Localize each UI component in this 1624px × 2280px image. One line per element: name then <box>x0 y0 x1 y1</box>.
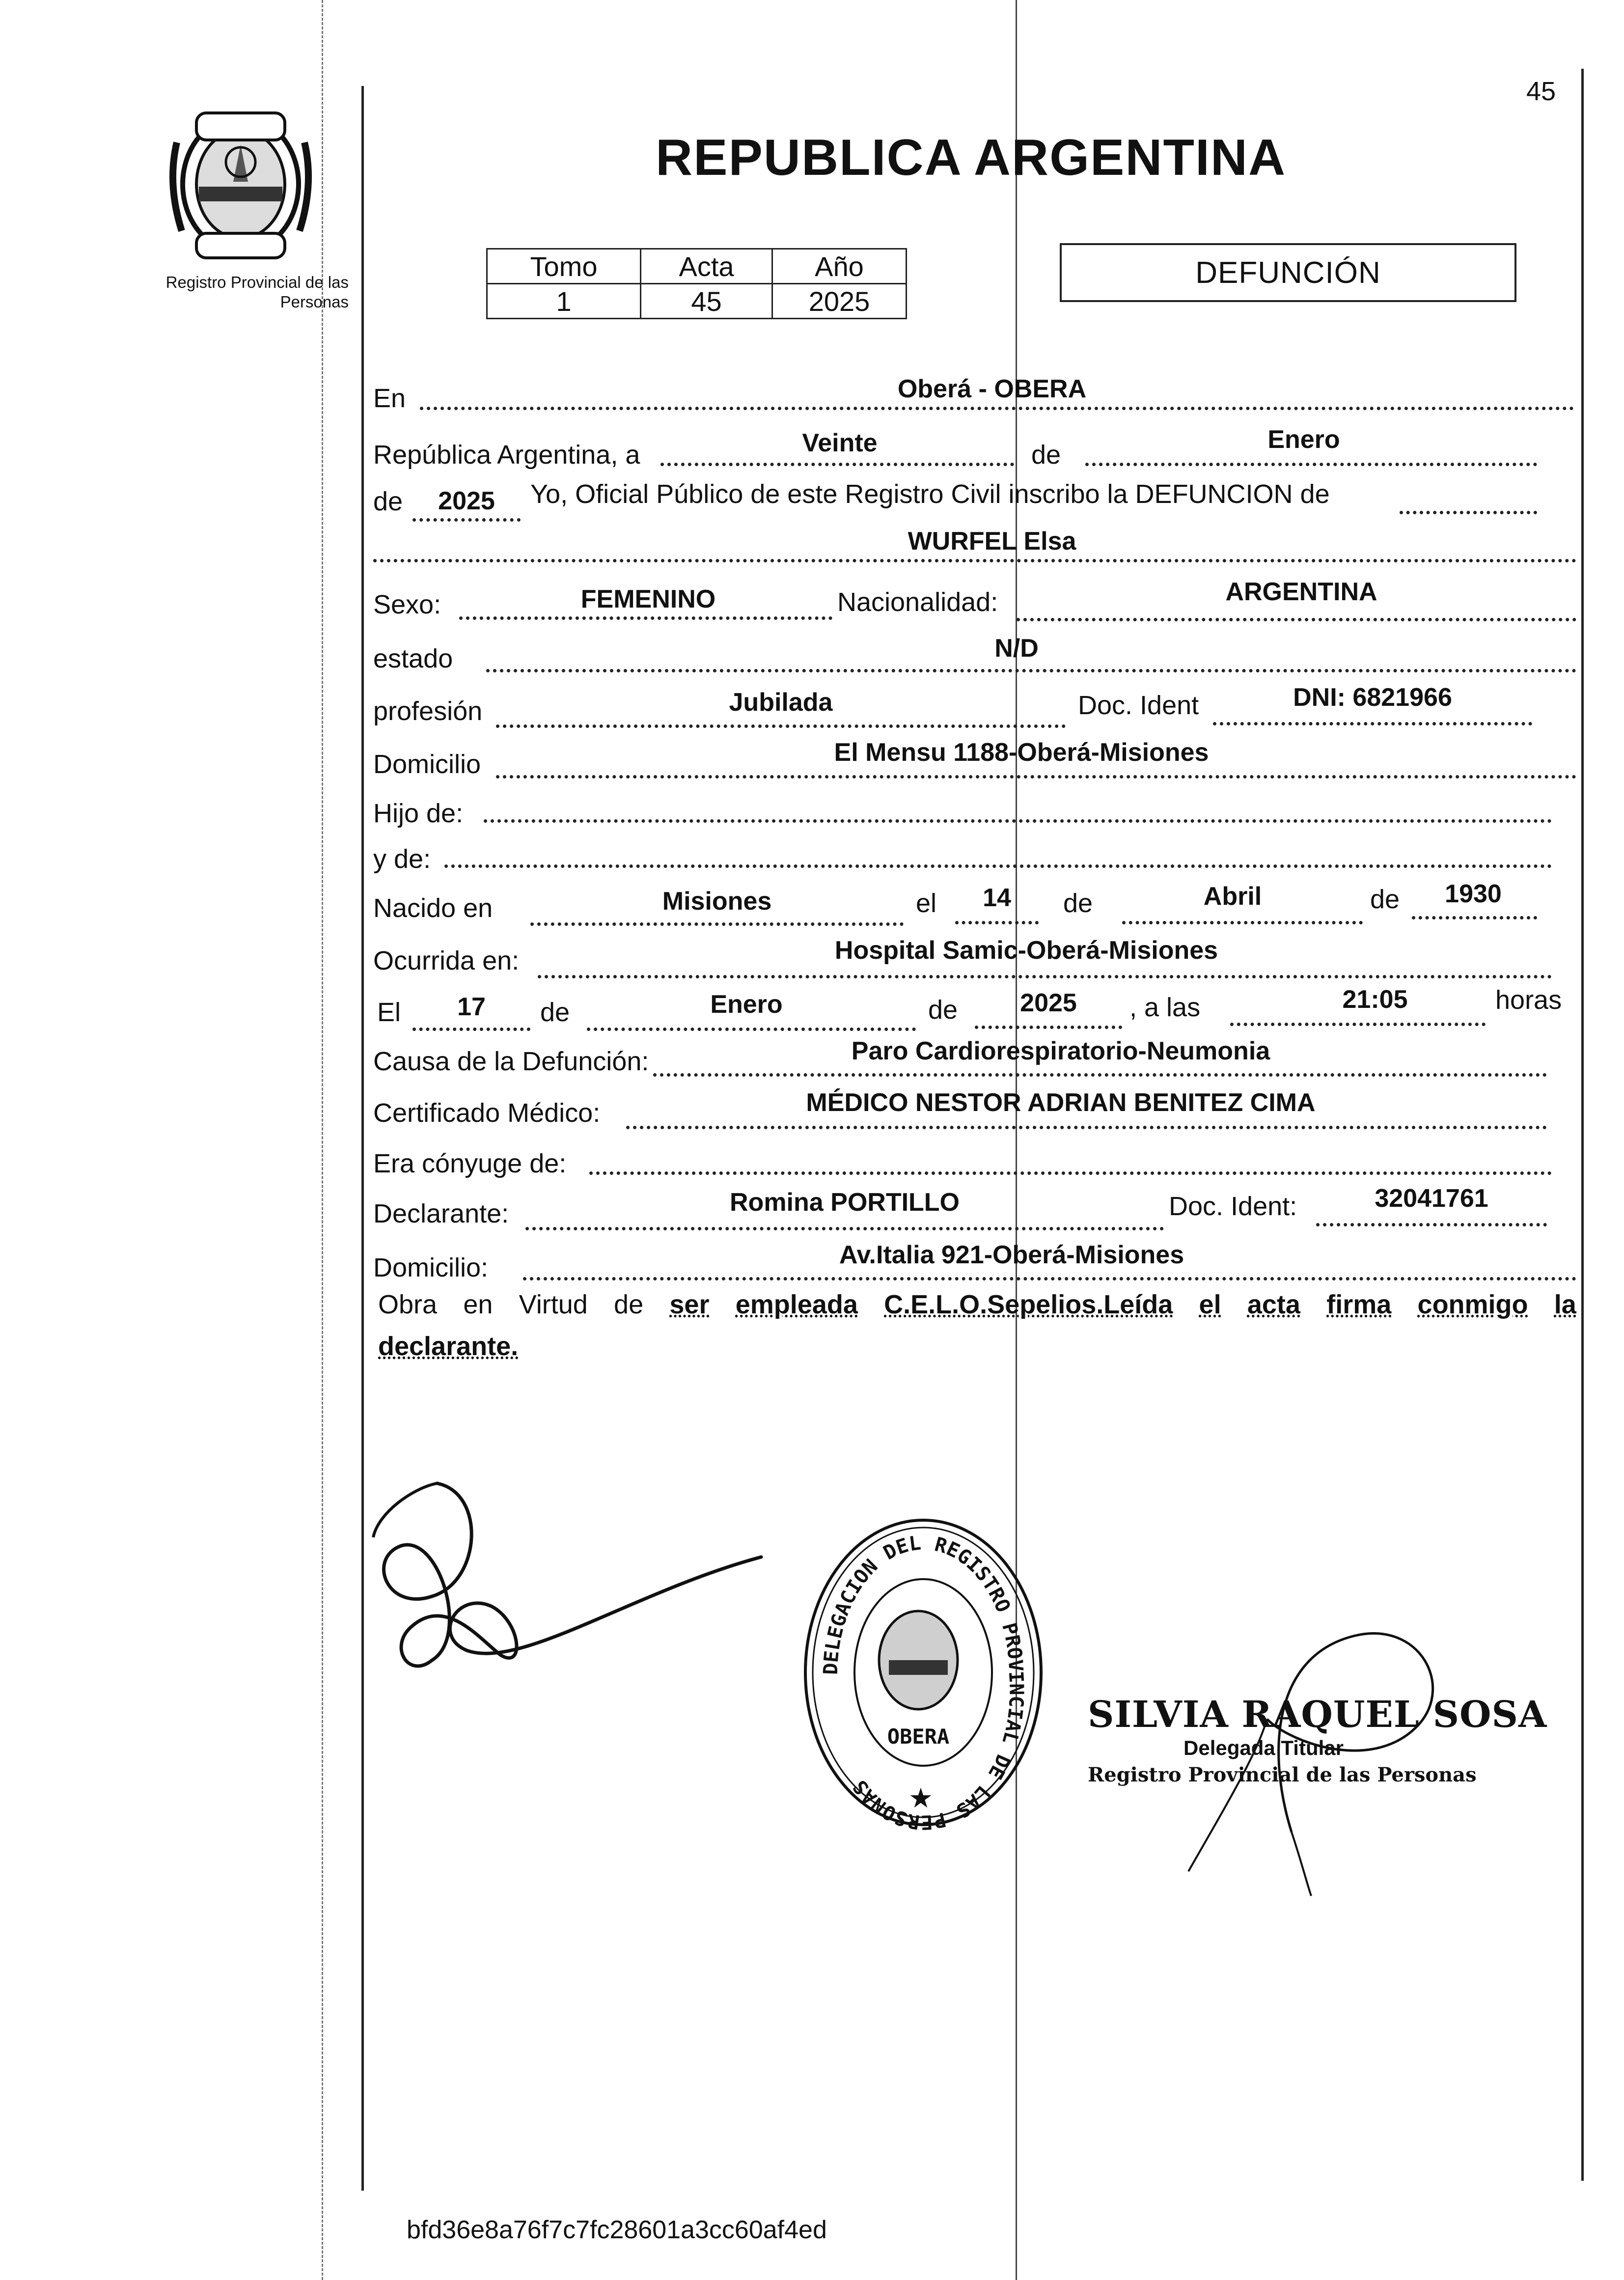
signatory-name: SILVIA RAQUEL SOSA <box>1088 1694 1547 1736</box>
domicilio2-label: Domicilio: <box>373 1253 489 1282</box>
en-value: Oberá - OBERA <box>897 375 1087 403</box>
certificado-value: MÉDICO NESTOR ADRIAN BENITEZ CIMA <box>806 1088 1316 1117</box>
table-header-anio: Año <box>772 249 907 284</box>
obra-bold-word: la <box>1554 1290 1576 1319</box>
month-dots <box>1085 463 1537 466</box>
death-day: 17 <box>457 993 486 1021</box>
causa-dots <box>653 1073 1547 1077</box>
certificado-label: Certificado Médico: <box>373 1098 601 1128</box>
causa-value: Paro Cardiorespiratorio-Neumonia <box>851 1037 1270 1065</box>
birth-day: 14 <box>983 884 1011 912</box>
doc2-label: Doc. Ident: <box>1169 1192 1297 1221</box>
estado-label: estado <box>373 644 453 673</box>
death-day-dots <box>413 1028 530 1031</box>
de2-label: de <box>373 487 403 516</box>
en-dots <box>420 407 1574 410</box>
nacionalidad-label: Nacionalidad: <box>837 587 998 617</box>
nacido-value: Misiones <box>662 887 772 916</box>
horas-label: horas <box>1495 985 1562 1015</box>
estado-value: N/D <box>994 634 1039 663</box>
death-time: 21:05 <box>1342 985 1408 1014</box>
page-number: 45 <box>1526 77 1556 106</box>
sexo-value: FEMENINO <box>580 585 716 613</box>
obra-word: Virtud <box>519 1290 588 1319</box>
hijo-label: Hijo de: <box>373 799 464 828</box>
yde-dots <box>444 864 1552 868</box>
doc2-dots <box>1316 1223 1547 1226</box>
profesion-label: profesión <box>373 696 483 726</box>
seal-center-text: OBERA <box>887 1724 950 1749</box>
obra-bold-word: conmigo <box>1417 1290 1528 1319</box>
birth-year: 1930 <box>1445 880 1502 908</box>
doc2-value: 32041761 <box>1375 1184 1488 1213</box>
birth-month-dots <box>1122 921 1363 924</box>
obra-bold-word: acta <box>1247 1290 1300 1319</box>
day-dots <box>661 463 1014 466</box>
table-value-acta: 45 <box>641 284 772 319</box>
year-dots <box>413 518 521 522</box>
province-logo <box>162 103 319 260</box>
death-year-dots <box>975 1026 1122 1029</box>
obra-word: Obra <box>378 1290 438 1319</box>
estado-dots <box>486 669 1576 672</box>
signatory-org: Registro Provincial de las Personas <box>1088 1763 1477 1786</box>
obra-word: en <box>463 1290 493 1319</box>
certificado-dots <box>626 1126 1547 1129</box>
obra-value-line2: declarante. <box>378 1332 519 1361</box>
profesion-value: Jubilada <box>729 688 833 717</box>
yde-label: y de: <box>373 844 431 874</box>
document-type-box: DEFUNCIÓN <box>1060 243 1516 302</box>
fold-line <box>1016 0 1017 2280</box>
conyuge-label: Era cónyuge de: <box>373 1149 567 1178</box>
el-label: el <box>916 889 937 918</box>
nacido-label: Nacido en <box>373 893 493 923</box>
record-table <box>486 248 907 319</box>
causa-label: Causa de la Defunción: <box>373 1047 649 1076</box>
obra-word: de <box>614 1290 644 1319</box>
ocurrida-value: Hospital Samic-Oberá-Misiones <box>834 936 1218 965</box>
document-hash: bfd36e8a76f7c7fc28601a3cc60af4ed <box>407 2216 827 2244</box>
profesion-dots <box>496 724 1066 728</box>
alas-label: , a las <box>1129 993 1201 1022</box>
declarante-value: Romina PORTILLO <box>730 1188 960 1217</box>
obra-bold-word: el <box>1199 1290 1221 1319</box>
obra-bold-word: empleada <box>735 1290 858 1319</box>
de4-label: de <box>1370 885 1400 914</box>
death-month-dots <box>587 1028 916 1031</box>
nacido-dots <box>530 922 904 926</box>
de3-label: de <box>1063 889 1093 918</box>
birth-day-dots <box>955 921 1039 924</box>
doc-dots <box>1213 722 1532 725</box>
sexo-dots <box>459 616 832 620</box>
ocurrida-label: Ocurrida en: <box>373 946 520 975</box>
death-time-dots <box>1230 1023 1486 1026</box>
sexo-label: Sexo: <box>373 590 441 619</box>
nacionalidad-dots <box>1017 618 1576 621</box>
seal-ring-text: DELEGACION DEL REGISTRO PROVINCIAL DE LAS PERSONAS <box>819 1531 1028 1832</box>
page-title: REPUBLICA ARGENTINA <box>656 129 1287 186</box>
left-signature <box>358 1474 800 1699</box>
birth-year-dots <box>1412 916 1537 919</box>
domicilio2-value: Av.Italia 921-Oberá-Misiones <box>839 1241 1184 1269</box>
obra-line <box>378 1289 1576 1320</box>
seal-star-icon: ★ <box>908 1782 934 1814</box>
death-month: Enero <box>710 990 783 1019</box>
el2-label: El <box>377 998 401 1027</box>
birth-month: Abril <box>1203 882 1262 911</box>
right-margin-line <box>1581 69 1584 2181</box>
registry-label: Registro Provincial de las Personas <box>165 273 349 311</box>
domicilio-value: El Mensu 1188-Oberá-Misiones <box>834 738 1209 767</box>
hijo-dots <box>484 819 1552 823</box>
doc-label: Doc. Ident <box>1078 691 1199 720</box>
obra-bold-word: firma <box>1326 1290 1392 1319</box>
de6-label: de <box>928 995 958 1025</box>
obra-bold-word: ser <box>669 1290 710 1319</box>
name-dots <box>373 559 1576 562</box>
table-header-tomo: Tomo <box>487 249 641 284</box>
day-value: Veinte <box>802 429 878 457</box>
obra-bold-word: C.E.L.O.Sepelios.Leída <box>884 1290 1173 1319</box>
conyuge-dots <box>589 1171 1552 1175</box>
declarante-dots <box>525 1227 1164 1230</box>
official-seal <box>796 1513 1051 1832</box>
table-header-acta: Acta <box>641 249 772 284</box>
ocurrida-dots <box>538 975 1552 978</box>
de5-label: de <box>540 998 570 1027</box>
month-value: Enero <box>1267 425 1340 454</box>
de-label: de <box>1031 440 1061 470</box>
nacionalidad-value: ARGENTINA <box>1225 578 1377 606</box>
table-value-anio: 2025 <box>772 284 907 319</box>
republica-label: República Argentina, a <box>373 440 640 470</box>
name-value: WURFEL Elsa <box>908 527 1076 556</box>
year-value: 2025 <box>438 487 495 515</box>
official-text: Yo, Oficial Público de este Registro Civil inscribo la DEFUNCION de <box>530 479 1330 509</box>
official-dots <box>1400 511 1537 514</box>
domicilio-label: Domicilio <box>373 750 481 779</box>
signatory-role: Delegada Titular <box>1184 1736 1344 1759</box>
left-margin-line <box>361 86 364 2191</box>
declarante-label: Declarante: <box>373 1199 509 1228</box>
death-year: 2025 <box>1020 989 1077 1017</box>
domicilio2-dots <box>523 1277 1576 1280</box>
domicilio-dots <box>496 775 1576 779</box>
en-label: En <box>373 384 406 413</box>
left-dashed-edge <box>322 0 323 2280</box>
table-value-tomo: 1 <box>487 284 641 319</box>
doc-value: DNI: 6821966 <box>1293 683 1452 712</box>
